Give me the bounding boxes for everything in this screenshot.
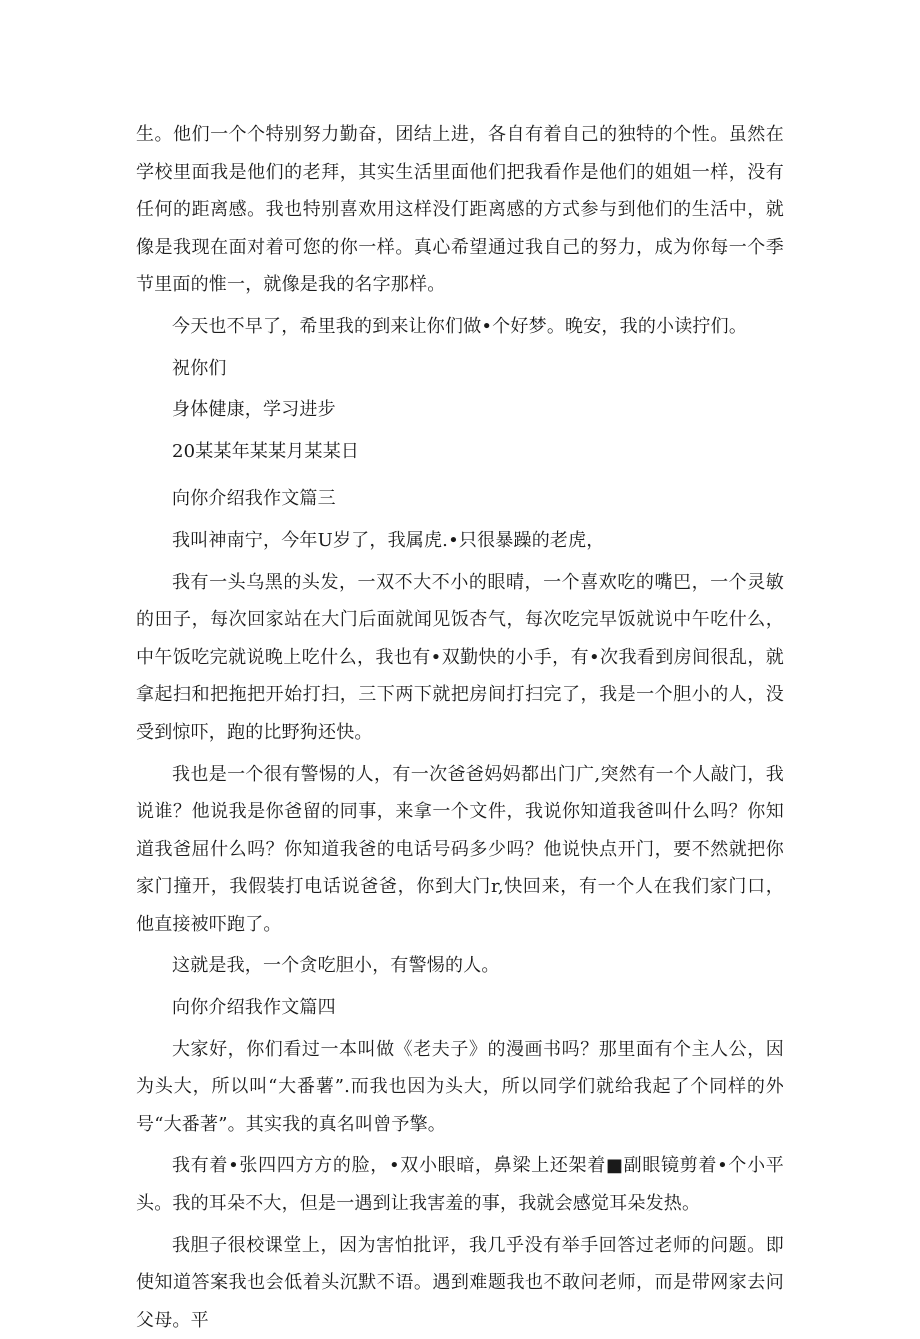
paragraph-self-intro: 我叫神南宁，今年U岁了，我属虎.•只很暴躁的老虎， <box>172 529 605 551</box>
section-heading-three: 向你介绍我作文篇三 <box>172 488 336 510</box>
closing-wish: 祝你们 <box>172 357 227 379</box>
date-line: 20某某年某某月某某日 <box>172 440 360 462</box>
paragraph-face: 我有着•张四四方方的脸，•双小眼暗，鼻梁上还架着■副眼镜剪着•个小平头。我的耳朵不大，但是一遇到让我害羞的事，我就会感觉耳朵发热。 <box>136 1155 784 1215</box>
paragraph-alertness: 我也是一个很有警惕的人，有一次爸爸妈妈都出门广,突然有一个人敲门，我说谁？他说我是你爸留的同事，来拿一个文件，我说你知道我爸叫什么吗？你知道我爸屈什么吗？你知道我爸的电话号码多少吗？他说快点开门，要不然就把你家门撞开，我假装打电话说爸爸，你到大门r,快回来，有一个人在我们家门口，他直接被吓跑了。 <box>136 763 784 935</box>
paragraph-intro-continuation: 生。他们一个个特别努力勤奋，团结上进，各自有着自己的独特的个性。虽然在学校里面我是他们的老拜，其实生活里面他们把我看作是他们的姐姐一样，没有任何的距离感。我也特别喜欢用这样没仃距离感的方式参与到他们的生活中，就像是我现在面对着可您的你一样。真心希望通过我自己的努力，成为你每一个季节里面的惟一，就像是我的名字那样。 <box>136 124 784 296</box>
paragraph-summary: 这就是我，一个贪吃胆小，有警惕的人。 <box>172 955 500 977</box>
closing-blessing: 身体健康，学习进步 <box>172 399 336 421</box>
section-heading-four: 向你介绍我作文篇四 <box>172 997 336 1019</box>
paragraph-appearance: 我有一头乌黑的头发，一双不大不小的眼晴，一个喜欢吃的嘴巴，一个灵敏的田子，每次回家站在大门后面就闻见饭杏气，每次吃完早饭就说中午吃什么，中午饭吃完就说晚上吃什么，我也有•双勤快的小手，有•次我看到房间很乱，就拿起扫和把拖把开始打扫，三下两下就把房间打扫完了，我是一个胆小的人，没受到惊吓，跑的比野狗还快。 <box>136 571 784 743</box>
document-page <box>136 116 784 1339</box>
paragraph-shyness: 我胆子很校课堂上，因为害怕批评，我几乎没有举手回答过老师的问题。即使知道答案我也会低着头沉默不语。遇到难题我也不敢问老师，而是带网家去问父母。平 <box>136 1234 784 1331</box>
paragraph-goodnight: 今天也不早了，希里我的到来让你们做•个好梦。晚安，我的小读拧们。 <box>172 315 748 337</box>
paragraph-nickname: 大家好，你们看过一本叫做《老夫子》的漫画书吗？那里面有个主人公，因为头大，所以叫“大番薯”.而我也因为头大，所以同学们就给我起了个同样的外号“大番著”。其实我的真名叫曾予擎。 <box>136 1038 784 1135</box>
